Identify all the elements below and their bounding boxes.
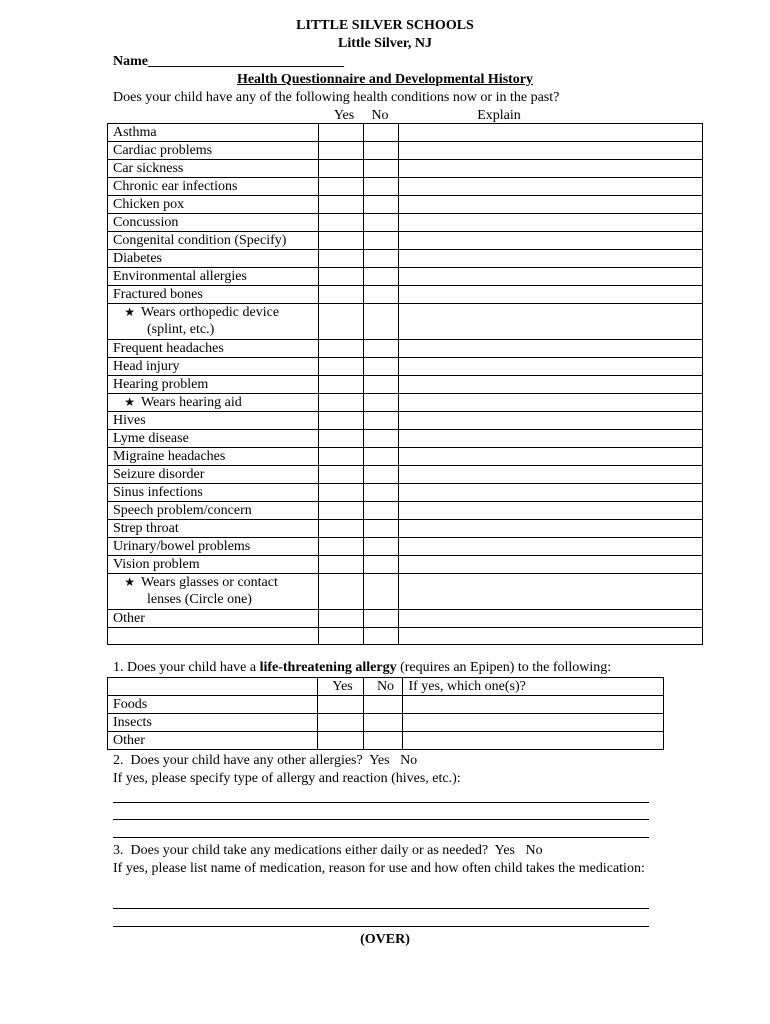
condition-label: Migraine headaches — [113, 449, 226, 464]
allergy-table — [107, 677, 664, 750]
condition-yes-box[interactable] — [318, 520, 363, 538]
condition-label-cell — [108, 304, 319, 340]
condition-label-cell — [108, 394, 319, 412]
condition-no-box[interactable] — [363, 484, 398, 502]
q2-question: 2. Does your child have any other allergies? Yes No — [113, 753, 418, 768]
condition-label: Head injury — [113, 359, 180, 374]
allergy-which-field[interactable] — [403, 696, 664, 714]
condition-label-cell — [108, 520, 319, 538]
condition-label: Concussion — [113, 215, 179, 230]
condition-row — [108, 286, 703, 304]
star-bullet-icon: ★ — [124, 575, 135, 589]
condition-label-cell — [108, 268, 319, 286]
condition-no-box[interactable] — [363, 394, 398, 412]
condition-yes-box[interactable] — [318, 232, 363, 250]
condition-row — [108, 628, 703, 645]
condition-yes-box[interactable] — [318, 538, 363, 556]
condition-label-cell — [108, 214, 319, 232]
condition-explain-field[interactable] — [398, 502, 702, 520]
condition-label: Other — [113, 611, 145, 626]
condition-label-cell — [108, 376, 319, 394]
condition-no-box[interactable] — [363, 610, 398, 628]
condition-no-box[interactable] — [363, 412, 398, 430]
condition-label-cell — [108, 448, 319, 466]
intro-text: Does your child have any of the following health conditions now or in the past? — [113, 90, 560, 105]
condition-label: Environmental allergies — [113, 269, 247, 284]
allergy-which-field[interactable] — [403, 732, 664, 750]
allergy-no-box[interactable] — [363, 714, 403, 732]
form-title: Health Questionnaire and Developmental History — [236, 72, 534, 87]
condition-label-cell — [108, 502, 319, 520]
condition-explain-field[interactable] — [398, 340, 702, 358]
name-label: Name — [113, 54, 148, 69]
condition-label: Urinary/bowel problems — [113, 539, 251, 554]
condition-no-box[interactable] — [363, 376, 398, 394]
condition-yes-box[interactable] — [318, 250, 363, 268]
condition-row — [108, 376, 703, 394]
allergy-header-no: No — [363, 678, 403, 696]
condition-sublabel: (splint, etc.) — [147, 322, 215, 337]
condition-no-box[interactable] — [363, 466, 398, 484]
q3-answer-line-1[interactable] — [113, 908, 649, 909]
allergy-header-row — [108, 678, 664, 696]
condition-explain-field[interactable] — [398, 538, 702, 556]
condition-yes-box[interactable] — [318, 124, 363, 142]
condition-row — [108, 466, 703, 484]
q2-answer-line-1[interactable] — [113, 802, 649, 803]
condition-explain-field[interactable] — [398, 232, 702, 250]
allergy-row — [108, 732, 664, 750]
condition-label: Vision problem — [113, 557, 200, 572]
condition-yes-box[interactable] — [318, 394, 363, 412]
condition-label-cell — [108, 430, 319, 448]
condition-label-cell — [108, 466, 319, 484]
allergy-label: Insects — [108, 714, 318, 732]
allergy-header-which: If yes, which one(s)? — [403, 678, 664, 696]
condition-explain-field[interactable] — [398, 448, 702, 466]
condition-row — [108, 268, 703, 286]
condition-yes-box[interactable] — [318, 286, 363, 304]
name-blank: ____________________________ — [148, 54, 344, 69]
condition-label-cell — [108, 610, 319, 628]
condition-explain-field[interactable] — [398, 142, 702, 160]
condition-no-box[interactable] — [363, 160, 398, 178]
condition-sublabel: lenses (Circle one) — [147, 592, 252, 607]
condition-label: Seizure disorder — [113, 467, 205, 482]
condition-yes-box[interactable] — [318, 376, 363, 394]
allergy-yes-box[interactable] — [317, 696, 363, 714]
condition-label-cell — [108, 574, 319, 610]
condition-explain-field[interactable] — [398, 178, 702, 196]
q3-followup: If yes, please list name of medication, reason for use and how often child takes the medication: — [113, 861, 645, 876]
condition-label-cell — [108, 286, 319, 304]
header-yes: Yes — [333, 108, 355, 123]
condition-row — [108, 556, 703, 574]
school-name: LITTLE SILVER SCHOOLS — [296, 18, 474, 33]
condition-label-cell — [108, 340, 319, 358]
condition-row — [108, 412, 703, 430]
condition-no-box[interactable] — [363, 340, 398, 358]
condition-label: Car sickness — [113, 161, 184, 176]
condition-no-box[interactable] — [363, 232, 398, 250]
allergy-label: Other — [108, 732, 318, 750]
condition-label-cell — [108, 178, 319, 196]
condition-row — [108, 340, 703, 358]
condition-label: Strep throat — [113, 521, 179, 536]
condition-no-box[interactable] — [363, 520, 398, 538]
condition-row — [108, 610, 703, 628]
condition-yes-box[interactable] — [318, 196, 363, 214]
condition-row — [108, 538, 703, 556]
condition-row — [108, 358, 703, 376]
condition-no-box[interactable] — [363, 304, 398, 340]
condition-label-cell — [108, 628, 319, 645]
condition-row — [108, 142, 703, 160]
condition-row — [108, 124, 703, 142]
condition-no-box[interactable] — [363, 574, 398, 610]
condition-explain-field[interactable] — [398, 520, 702, 538]
condition-row — [108, 160, 703, 178]
condition-explain-field[interactable] — [398, 628, 702, 645]
condition-label-cell — [108, 232, 319, 250]
allergy-label: Foods — [108, 696, 318, 714]
over-note: (OVER) — [360, 932, 410, 947]
condition-row — [108, 394, 703, 412]
allergy-no-box[interactable] — [363, 732, 403, 750]
star-bullet-icon: ★ — [124, 305, 135, 319]
condition-row — [108, 502, 703, 520]
condition-yes-box[interactable] — [318, 484, 363, 502]
condition-no-box[interactable] — [363, 538, 398, 556]
condition-explain-field[interactable] — [398, 484, 702, 502]
condition-explain-field[interactable] — [398, 250, 702, 268]
condition-row — [108, 304, 703, 340]
q3-question: 3. Does your child take any medications either daily or as needed? Yes No — [113, 843, 543, 858]
q1-suffix: (requires an Epipen) to the following: — [396, 660, 612, 675]
condition-row — [108, 430, 703, 448]
condition-yes-box[interactable] — [318, 268, 363, 286]
condition-no-box[interactable] — [363, 178, 398, 196]
star-bullet-icon: ★ — [124, 395, 135, 409]
q2-answer-line-3[interactable] — [113, 837, 649, 838]
condition-no-box[interactable] — [363, 196, 398, 214]
condition-label-cell — [108, 124, 319, 142]
condition-yes-box[interactable] — [318, 160, 363, 178]
q2-followup: If yes, please specify type of allergy and reaction (hives, etc.): — [113, 771, 461, 786]
condition-label-cell — [108, 142, 319, 160]
condition-label-cell — [108, 358, 319, 376]
q3-answer-line-2[interactable] — [113, 926, 649, 927]
condition-row — [108, 232, 703, 250]
q2-answer-line-2[interactable] — [113, 819, 649, 820]
allergy-which-field[interactable] — [403, 714, 664, 732]
condition-label-cell — [108, 484, 319, 502]
condition-yes-box[interactable] — [318, 430, 363, 448]
name-field[interactable] — [113, 53, 344, 70]
allergy-row — [108, 696, 664, 714]
condition-no-box[interactable] — [363, 268, 398, 286]
condition-explain-field[interactable] — [398, 358, 702, 376]
condition-yes-box[interactable] — [318, 142, 363, 160]
condition-label-cell — [108, 538, 319, 556]
allergy-header-yes: Yes — [317, 678, 363, 696]
condition-explain-field[interactable] — [398, 412, 702, 430]
condition-label: Chronic ear infections — [113, 179, 238, 194]
condition-row — [108, 484, 703, 502]
condition-label: Fractured bones — [113, 287, 203, 302]
condition-label: Diabetes — [113, 251, 162, 266]
condition-explain-field[interactable] — [398, 394, 702, 412]
condition-no-box[interactable] — [363, 250, 398, 268]
condition-row — [108, 448, 703, 466]
condition-yes-box[interactable] — [318, 304, 363, 340]
condition-yes-box[interactable] — [318, 556, 363, 574]
condition-row — [108, 214, 703, 232]
condition-label: Wears hearing aid — [141, 395, 242, 410]
condition-explain-field[interactable] — [398, 574, 702, 610]
condition-label: Congenital condition (Specify) — [113, 233, 287, 248]
condition-explain-field[interactable] — [398, 430, 702, 448]
allergy-row — [108, 714, 664, 732]
condition-label-cell — [108, 412, 319, 430]
condition-row — [108, 574, 703, 610]
condition-label: Sinus infections — [113, 485, 203, 500]
condition-label-cell — [108, 160, 319, 178]
condition-no-box[interactable] — [363, 430, 398, 448]
condition-yes-box[interactable] — [318, 628, 363, 645]
header-no: No — [371, 108, 389, 123]
header-explain: Explain — [477, 108, 521, 123]
condition-label: Lyme disease — [113, 431, 189, 446]
condition-row — [108, 178, 703, 196]
condition-label: Chicken pox — [113, 197, 185, 212]
school-location: Little Silver, NJ — [338, 36, 432, 51]
condition-explain-field[interactable] — [398, 376, 702, 394]
q1-prefix: 1. Does your child have a — [113, 660, 260, 675]
condition-label: Wears orthopedic device — [141, 305, 280, 320]
condition-no-box[interactable] — [363, 286, 398, 304]
condition-label-cell — [108, 250, 319, 268]
condition-label: Hearing problem — [113, 377, 209, 392]
condition-explain-field[interactable] — [398, 556, 702, 574]
condition-yes-box[interactable] — [318, 178, 363, 196]
allergy-header-blank — [108, 678, 318, 696]
condition-yes-box[interactable] — [318, 574, 363, 610]
condition-label-cell — [108, 196, 319, 214]
condition-explain-field[interactable] — [398, 286, 702, 304]
condition-yes-box[interactable] — [318, 502, 363, 520]
condition-explain-field[interactable] — [398, 196, 702, 214]
allergy-yes-box[interactable] — [317, 714, 363, 732]
condition-label: Speech problem/concern — [113, 503, 252, 518]
allergy-no-box[interactable] — [363, 696, 403, 714]
condition-yes-box[interactable] — [318, 610, 363, 628]
condition-label: Asthma — [113, 125, 157, 140]
condition-yes-box[interactable] — [318, 412, 363, 430]
condition-explain-field[interactable] — [398, 304, 702, 340]
q1-question — [113, 659, 611, 676]
condition-no-box[interactable] — [363, 358, 398, 376]
condition-yes-box[interactable] — [318, 358, 363, 376]
allergy-yes-box[interactable] — [317, 732, 363, 750]
condition-no-box[interactable] — [363, 142, 398, 160]
condition-row — [108, 196, 703, 214]
condition-yes-box[interactable] — [318, 214, 363, 232]
condition-no-box[interactable] — [363, 214, 398, 232]
condition-no-box[interactable] — [363, 628, 398, 645]
q1-bold: life-threatening allergy — [259, 660, 397, 675]
condition-no-box[interactable] — [363, 124, 398, 142]
condition-yes-box[interactable] — [318, 340, 363, 358]
condition-label: Hives — [113, 413, 146, 428]
condition-explain-field[interactable] — [398, 268, 702, 286]
condition-yes-box[interactable] — [318, 448, 363, 466]
condition-no-box[interactable] — [363, 556, 398, 574]
condition-explain-field[interactable] — [398, 610, 702, 628]
condition-yes-box[interactable] — [318, 466, 363, 484]
conditions-table — [107, 123, 703, 645]
condition-label-cell — [108, 556, 319, 574]
condition-row — [108, 520, 703, 538]
condition-explain-field[interactable] — [398, 214, 702, 232]
condition-row — [108, 250, 703, 268]
condition-explain-field[interactable] — [398, 466, 702, 484]
condition-label: Frequent headaches — [113, 341, 224, 356]
condition-explain-field[interactable] — [398, 124, 702, 142]
condition-no-box[interactable] — [363, 448, 398, 466]
condition-label: Wears glasses or contact — [141, 575, 278, 590]
condition-explain-field[interactable] — [398, 160, 702, 178]
condition-no-box[interactable] — [363, 502, 398, 520]
condition-label: Cardiac problems — [113, 143, 213, 158]
